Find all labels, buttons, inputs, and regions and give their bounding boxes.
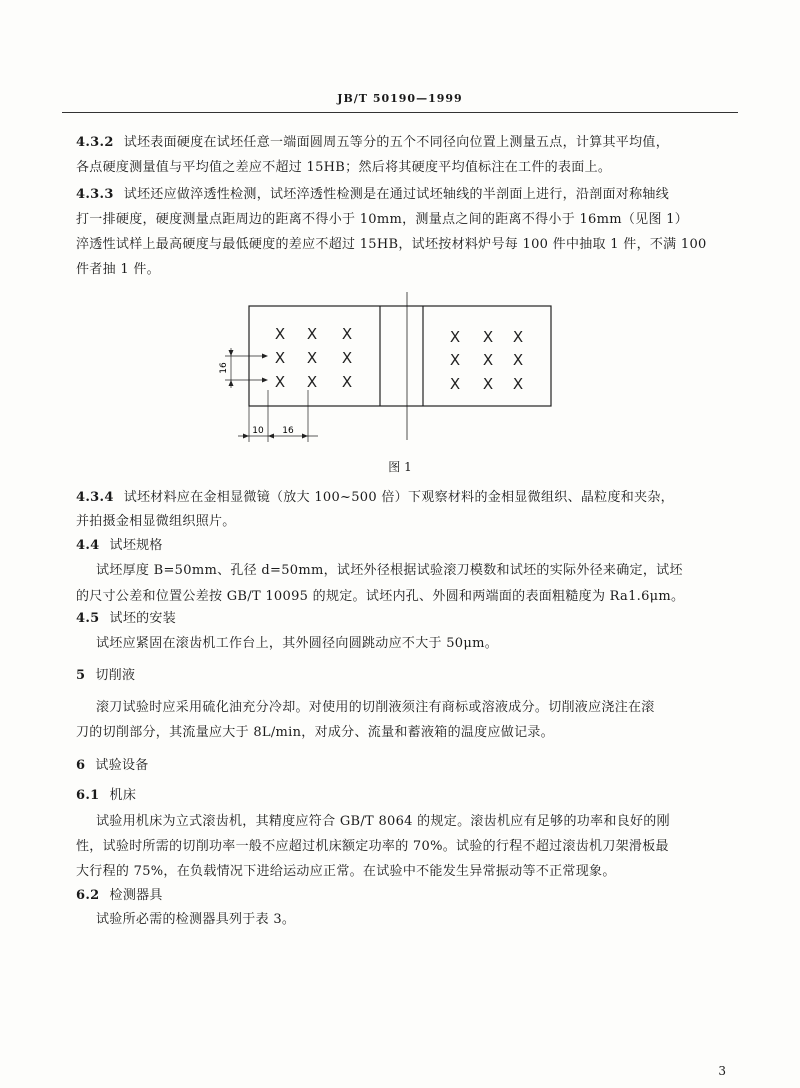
clause-number: 4.3.4 bbox=[76, 490, 114, 505]
clause-number: 6.1 bbox=[76, 788, 100, 803]
hardness-point-marker: X bbox=[341, 325, 353, 343]
para-6-1-line-3: 大行程的 75%，在负载情况下进给运动应正常。在试验中不能发生异常振动等不正常现象。 bbox=[76, 864, 616, 879]
heading-text: 试验设备 bbox=[95, 758, 149, 773]
heading-6-2 bbox=[76, 884, 163, 903]
para-4-3-4-line-2: 并拍摄金相显微组织照片。 bbox=[76, 514, 236, 529]
hardness-point-marker: X bbox=[512, 328, 524, 346]
heading-text: 试坯的安装 bbox=[109, 611, 177, 626]
para-6-1-line-2: 性，试验时所需的切削功率一般不应超过机床额定功率的 70%。试验的行程不超过滚齿机刀架滑板最 bbox=[76, 839, 669, 854]
clause-number: 6 bbox=[76, 758, 86, 773]
page-number: 3 bbox=[718, 1064, 726, 1078]
heading-6 bbox=[76, 754, 149, 773]
para-4-3-2-line-1 bbox=[76, 131, 669, 150]
dim-arrow bbox=[229, 350, 234, 356]
hardness-point-marker: X bbox=[449, 351, 461, 369]
hardness-point-marker: X bbox=[341, 373, 353, 391]
hardness-point-marker: X bbox=[512, 375, 524, 393]
para-4-4-line-1: 试坯厚度 B=50mm、孔径 d=50mm，试坯外径根据试验滚刀模数和试坯的实际外径来确定，试坯 bbox=[96, 563, 683, 578]
heading-4-5 bbox=[76, 607, 176, 626]
heading-text: 切削液 bbox=[95, 668, 136, 683]
clause-number: 4.5 bbox=[76, 611, 100, 626]
specimen-outline bbox=[249, 306, 551, 406]
para-4-3-4-line-1 bbox=[76, 486, 674, 505]
dim-arrow bbox=[262, 378, 268, 383]
para-5-line-1: 滚刀试验时应采用硫化油充分冷却。对使用的切削液须注有商标或溶液成分。切削液应浇注在滚 bbox=[96, 700, 655, 715]
figure-1-diagram bbox=[200, 290, 560, 450]
para-4-3-3-line-3: 淬透性试样上最高硬度与最低硬度的差应不超过 15HB，试坯按材料炉号每 100 件中抽取 1 件，不满 100 bbox=[76, 237, 707, 252]
hardness-point-marker: X bbox=[449, 328, 461, 346]
dim-arrow bbox=[243, 434, 249, 439]
text: 试坯表面硬度在试坯任意一端面圆周五等分的五个不同径向位置上测量五点，计算其平均值， bbox=[123, 135, 670, 150]
heading-text: 试坯规格 bbox=[109, 538, 163, 553]
clause-number: 6.2 bbox=[76, 888, 100, 903]
clause-number: 4.3.3 bbox=[76, 187, 114, 202]
hardness-point-marker: X bbox=[482, 351, 494, 369]
para-4-3-2-line-2: 各点硬度测量值与平均值之差应不超过 15HB；然后将其硬度平均值标注在工件的表面上。 bbox=[76, 160, 612, 175]
para-6-1-line-1: 试验用机床为立式滚齿机，其精度应符合 GB/T 8064 的规定。滚齿机应有足够的功率和良好的刚 bbox=[96, 814, 670, 829]
para-4-5-line-1: 试坯应紧固在滚齿机工作台上，其外圆径向圆跳动应不大于 50μm。 bbox=[96, 636, 499, 651]
hardness-point-marker: X bbox=[306, 373, 318, 391]
dim-arrow bbox=[262, 354, 268, 359]
hardness-point-marker: X bbox=[512, 351, 524, 369]
header-rule bbox=[62, 112, 738, 113]
hardness-point-marker: X bbox=[482, 375, 494, 393]
text: 试坯还应做淬透性检测，试坯淬透性检测是在通过试坯轴线的半剖面上进行，沿剖面对称轴线 bbox=[123, 187, 670, 202]
text: 试坯材料应在金相显微镜（放大 100~500 倍）下观察材料的金相显微组织、晶粒度和夹杂， bbox=[123, 490, 674, 505]
heading-6-1 bbox=[76, 784, 136, 803]
heading-4-4 bbox=[76, 534, 163, 553]
dim-label-16-horizontal: 16 bbox=[282, 426, 294, 436]
dim-arrow bbox=[302, 434, 308, 439]
hardness-point-marker: X bbox=[341, 349, 353, 367]
para-5-line-2: 刀的切削部分，其流量应大于 8L/min，对成分、流量和蓄液箱的温度应做记录。 bbox=[76, 725, 554, 740]
heading-5 bbox=[76, 664, 135, 683]
hardness-point-marker: X bbox=[274, 325, 286, 343]
para-4-3-3-line-2: 打一排硬度，硬度测量点距周边的距离不得小于 10mm，测量点之间的距离不得小于 16mm（见图 1） bbox=[76, 212, 689, 227]
clause-number: 4.3.2 bbox=[76, 135, 114, 150]
hardness-point-marker: X bbox=[306, 325, 318, 343]
para-4-4-line-2: 的尺寸公差和位置公差按 GB/T 10095 的规定。试坯内孔、外圆和两端面的表面粗糙度为 Ra1.6μm。 bbox=[76, 589, 685, 604]
dim-label-10: 10 bbox=[252, 426, 264, 436]
para-6-2-line-1: 试验所必需的检测器具列于表 3。 bbox=[96, 912, 296, 927]
hardness-point-marker: X bbox=[306, 349, 318, 367]
dim-arrow bbox=[229, 380, 234, 386]
hardness-point-marker: X bbox=[274, 349, 286, 367]
heading-text: 检测器具 bbox=[109, 888, 163, 903]
hardness-point-marker: X bbox=[482, 328, 494, 346]
clause-number: 4.4 bbox=[76, 538, 100, 553]
para-4-3-3-line-4: 件者抽 1 件。 bbox=[76, 262, 160, 277]
heading-text: 机床 bbox=[109, 788, 137, 803]
dim-arrow bbox=[268, 434, 274, 439]
hardness-point-marker: X bbox=[274, 373, 286, 391]
figure-1-caption: 图 1 bbox=[388, 460, 412, 474]
page-header: JB/T 50190—1999 bbox=[337, 92, 463, 105]
dim-label-16-vertical: 16 bbox=[219, 362, 229, 374]
clause-number: 5 bbox=[76, 668, 86, 683]
para-4-3-3-line-1 bbox=[76, 183, 669, 202]
hardness-point-marker: X bbox=[449, 375, 461, 393]
